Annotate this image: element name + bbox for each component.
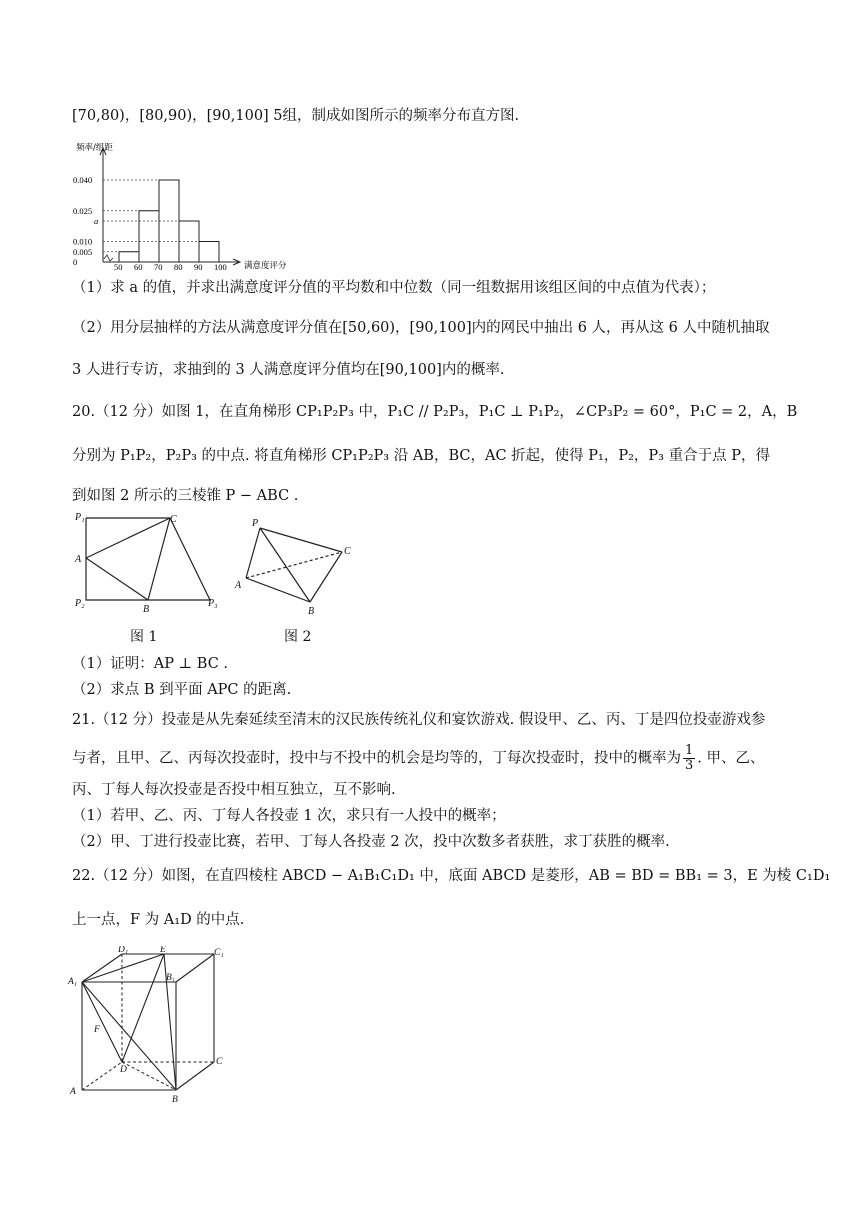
fraction-numerator: 1 bbox=[685, 743, 694, 758]
figure-1-trapezoid bbox=[70, 510, 230, 620]
fig3-label-b: B bbox=[172, 1095, 178, 1105]
q20-line1: 20.（12 分）如图 1，在直角梯形 CP₁P₂P₃ 中，P₁C // P₂P₃，P₁C ⊥ P₁P₂，∠CP₃P₂ = 60°，P₁C = 2，A，B bbox=[72, 404, 798, 420]
y-tick-label: 0.010 bbox=[73, 236, 93, 247]
histogram-bar bbox=[139, 211, 159, 262]
fig3-label-e: E bbox=[160, 946, 166, 955]
fig3-label-d: D bbox=[120, 1065, 127, 1075]
q21-line2-pre: 与者，且甲、乙、丙每次投壶时，投中与不投中的机会是均等的，丁每次投壶时，投中的概率为 bbox=[72, 750, 681, 767]
q21-line3: 丙、丁每人每次投壶是否投中相互独立，互不影响. bbox=[72, 782, 396, 798]
q20-line2: 分别为 P₁P₂，P₂P₃ 的中点. 将直角梯形 CP₁P₂P₃ 沿 AB，BC，AC 折起，使得 P₁，P₂，P₃ 重合于点 P，得 bbox=[72, 448, 770, 464]
fig2-label-p: P bbox=[252, 518, 259, 529]
figure-2-pyramid bbox=[230, 514, 370, 624]
q20-part1: （1）证明：AP ⊥ BC . bbox=[72, 656, 229, 672]
x-tick-label: 80 bbox=[174, 262, 183, 270]
figure-3-prism bbox=[64, 946, 254, 1106]
y-tick-label: 0.005 bbox=[73, 246, 93, 257]
fig2-label-b: B bbox=[308, 606, 315, 617]
fig3-label-c1: C₁ bbox=[214, 948, 224, 958]
probability-fraction bbox=[683, 744, 695, 773]
fig2-label-a: A bbox=[235, 580, 242, 591]
axis-break bbox=[104, 255, 113, 261]
q21-line1: 21.（12 分）投壶是从先秦延续至清末的汉民族传统礼仪和宴饮游戏. 假设甲、乙、丙、丁是四位投壶游戏参 bbox=[72, 712, 766, 728]
fig1-label-a: A bbox=[75, 554, 82, 565]
q19-part2-a: （2）用分层抽样的方法从满意度评分值在[50,60)，[90,100]内的网民中抽出 6 人，再从这 6 人中随机抽取 bbox=[72, 320, 770, 336]
figure-1-caption: 图 1 bbox=[130, 629, 158, 645]
q21-line2 bbox=[72, 744, 765, 773]
fig1-label-p2: P₂ bbox=[75, 598, 85, 609]
intro-line: [70,80)，[80,90)，[90,100] 5组，制成如图所示的频率分布直方图. bbox=[72, 108, 520, 124]
q21-part2: （2）甲、丁进行投壶比赛，若甲、丁每人各投壶 2 次，投中次数多者获胜，求丁获胜的概率. bbox=[72, 834, 670, 850]
fig1-label-p1: P₁ bbox=[75, 512, 85, 523]
x-tick-label: 100 bbox=[214, 262, 227, 270]
q22-line1: 22.（12 分）如图，在直四棱柱 ABCD − A₁B₁C₁D₁ 中，底面 ABCD 是菱形，AB = BD = BB₁ = 3，E 为棱 C₁D₁ bbox=[72, 868, 831, 884]
x-tick-label: 60 bbox=[134, 262, 143, 270]
x-tick-label: 70 bbox=[154, 262, 163, 270]
q19-part1: （1）求 a 的值，并求出满意度评分值的平均数和中位数（同一组数据用该组区间的中点值为代表）； bbox=[72, 280, 716, 296]
fig1-label-c: C bbox=[170, 514, 177, 525]
q22-line2: 上一点，F 为 A₁D 的中点. bbox=[72, 912, 245, 928]
x-tick-label: 90 bbox=[194, 262, 203, 270]
fig1-label-b: B bbox=[143, 604, 150, 615]
histogram-bar bbox=[199, 242, 219, 263]
q21-line2-post: . 甲、乙、 bbox=[697, 750, 765, 767]
fig3-label-d1: D₁ bbox=[118, 946, 129, 955]
frequency-histogram bbox=[70, 140, 310, 270]
fig2-label-c: C bbox=[344, 546, 351, 557]
y-tick-label: 0 bbox=[73, 257, 78, 267]
q20-line3: 到如图 2 所示的三棱锥 P − ABC . bbox=[72, 488, 299, 504]
fig3-label-a: A bbox=[70, 1087, 76, 1097]
fig3-label-f: F bbox=[94, 1025, 100, 1035]
fig1-label-p3: P₃ bbox=[208, 598, 218, 609]
histogram-ylabel: 频率/组距 bbox=[76, 143, 113, 153]
x-tick-label: 50 bbox=[114, 262, 123, 270]
fig3-label-b1: B₁ bbox=[166, 973, 176, 983]
fraction-denominator: 3 bbox=[685, 758, 694, 773]
figure-2-caption: 图 2 bbox=[284, 629, 312, 645]
histogram-xlabel: 满意度评分 bbox=[244, 261, 287, 270]
q21-part1: （1）若甲、乙、丙、丁每人各投壶 1 次，求只有一人投中的概率； bbox=[72, 808, 506, 824]
y-tick-label: 0.040 bbox=[73, 175, 93, 185]
y-tick-label: a bbox=[94, 216, 99, 226]
fig3-label-c: C bbox=[216, 1057, 223, 1067]
q20-part2: （2）求点 B 到平面 APC 的距离. bbox=[72, 682, 292, 698]
y-tick-label: 0.025 bbox=[73, 205, 93, 216]
histogram-bar bbox=[119, 252, 139, 262]
q19-part2-b: 3 人进行专访，求抽到的 3 人满意度评分值均在[90,100]内的概率. bbox=[72, 362, 505, 378]
fig3-label-a1: A₁ bbox=[68, 977, 78, 987]
